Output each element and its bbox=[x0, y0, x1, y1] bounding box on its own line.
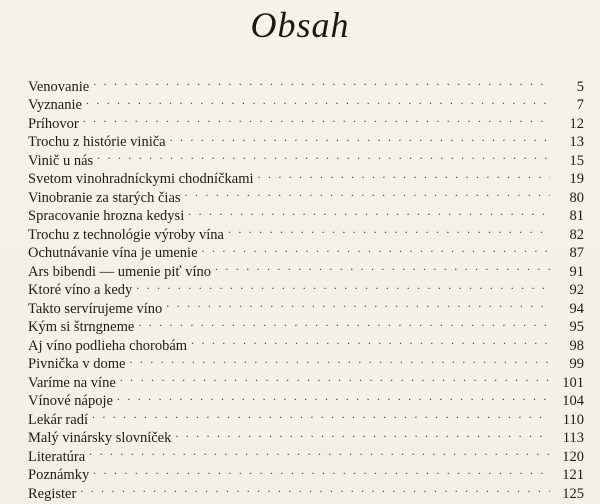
dot-leader bbox=[117, 387, 550, 406]
toc-entry-title: Register bbox=[28, 485, 77, 502]
toc-entry-page-number: 125 bbox=[562, 485, 584, 502]
toc-entry-title: Vyznanie bbox=[28, 97, 82, 113]
dot-leader bbox=[170, 128, 550, 147]
dot-leader bbox=[89, 442, 550, 461]
toc-entry-title: Trochu z technológie výroby vína bbox=[28, 226, 224, 243]
toc-entry-page-number: 120 bbox=[562, 448, 584, 465]
toc-entry-page-number: 98 bbox=[569, 337, 584, 354]
toc-entry-title: Varíme na víne bbox=[28, 374, 116, 391]
toc-entry-page-number: 94 bbox=[569, 300, 584, 317]
toc-entry-page-number: 5 bbox=[576, 78, 584, 95]
toc-entry bbox=[28, 442, 584, 465]
toc-entry-title: Vinobranie za starých čias bbox=[28, 189, 181, 206]
dot-leader bbox=[92, 405, 550, 424]
dot-leader bbox=[138, 313, 550, 332]
dot-leader bbox=[166, 294, 550, 313]
toc-entry-page-number: 15 bbox=[569, 152, 584, 169]
toc-entry-title: Lekár radí bbox=[28, 411, 88, 428]
toc-entry bbox=[28, 109, 584, 132]
toc-entry-title: Príhovor bbox=[28, 115, 79, 132]
toc-entry-page-number: 121 bbox=[562, 467, 584, 483]
toc-entry-page-number: 104 bbox=[562, 393, 584, 409]
toc-entry bbox=[28, 405, 584, 428]
toc-entry-page-number: 19 bbox=[569, 171, 584, 187]
toc-entry-page-number: 7 bbox=[576, 97, 584, 113]
toc-entry bbox=[28, 146, 584, 169]
dot-leader bbox=[188, 202, 550, 221]
dot-leader bbox=[129, 350, 550, 369]
toc-entry-title: Ars bibendi — umenie piť víno bbox=[28, 263, 211, 280]
toc-entry bbox=[28, 424, 584, 446]
dot-leader bbox=[175, 424, 550, 443]
dot-leader bbox=[80, 479, 550, 498]
dot-leader bbox=[86, 91, 550, 110]
dot-leader bbox=[191, 331, 550, 350]
toc-entry-title: Ochutnávanie vína je umenie bbox=[28, 245, 198, 261]
dot-leader bbox=[258, 165, 550, 184]
table-of-contents bbox=[28, 72, 584, 502]
toc-entry-page-number: 101 bbox=[562, 374, 584, 391]
dot-leader bbox=[97, 146, 550, 165]
toc-entry-page-number: 92 bbox=[569, 282, 584, 298]
toc-entry-title: Spracovanie hrozna kedysi bbox=[28, 208, 185, 224]
toc-entry-page-number: 110 bbox=[562, 411, 584, 428]
toc-entry-page-number: 80 bbox=[569, 189, 584, 206]
dot-leader bbox=[202, 239, 550, 258]
toc-entry bbox=[28, 91, 584, 113]
toc-entry bbox=[28, 72, 584, 95]
toc-entry-page-number: 113 bbox=[562, 430, 584, 446]
toc-entry-title: Literatúra bbox=[28, 448, 86, 465]
toc-entry bbox=[28, 461, 584, 483]
toc-entry bbox=[28, 479, 584, 502]
dot-leader bbox=[120, 368, 550, 387]
toc-entry-page-number: 13 bbox=[569, 134, 584, 150]
dot-leader bbox=[136, 276, 550, 295]
toc-entry-title: Trochu z histórie viniča bbox=[28, 134, 166, 150]
dot-leader bbox=[185, 183, 550, 202]
toc-entry-title: Kým si štrngneme bbox=[28, 319, 135, 335]
dot-leader bbox=[215, 257, 550, 276]
toc-entry-page-number: 91 bbox=[569, 263, 584, 280]
toc-entry-page-number: 82 bbox=[569, 226, 584, 243]
toc-entry-title: Vínové nápoje bbox=[28, 393, 113, 409]
toc-entry-page-number: 99 bbox=[569, 356, 584, 372]
dot-leader bbox=[228, 220, 550, 239]
toc-entry-page-number: 81 bbox=[569, 208, 584, 224]
toc-entry-title: Takto servírujeme víno bbox=[28, 300, 163, 317]
toc-entry-title: Vinič u nás bbox=[28, 152, 94, 169]
toc-entry-title: Ktoré víno a kedy bbox=[28, 282, 133, 298]
toc-entry-title: Venovanie bbox=[28, 78, 90, 95]
toc-entry-page-number: 95 bbox=[569, 319, 584, 335]
toc-entry-title: Poznámky bbox=[28, 467, 90, 483]
dot-leader bbox=[93, 461, 550, 480]
toc-entry-page-number: 87 bbox=[569, 245, 584, 261]
toc-entry bbox=[28, 128, 584, 150]
toc-entry bbox=[28, 165, 584, 187]
toc-entry-title: Pivnička v dome bbox=[28, 356, 126, 372]
dot-leader bbox=[93, 72, 550, 91]
toc-entry-title: Svetom vinohradníckymi chodníčkami bbox=[28, 171, 254, 187]
dot-leader bbox=[83, 109, 550, 128]
toc-entry-title: Malý vinársky slovníček bbox=[28, 430, 172, 446]
toc-entry-page-number: 12 bbox=[569, 115, 584, 132]
page-title: Obsah bbox=[250, 5, 350, 45]
toc-entry-title: Aj víno podlieha chorobám bbox=[28, 337, 188, 354]
